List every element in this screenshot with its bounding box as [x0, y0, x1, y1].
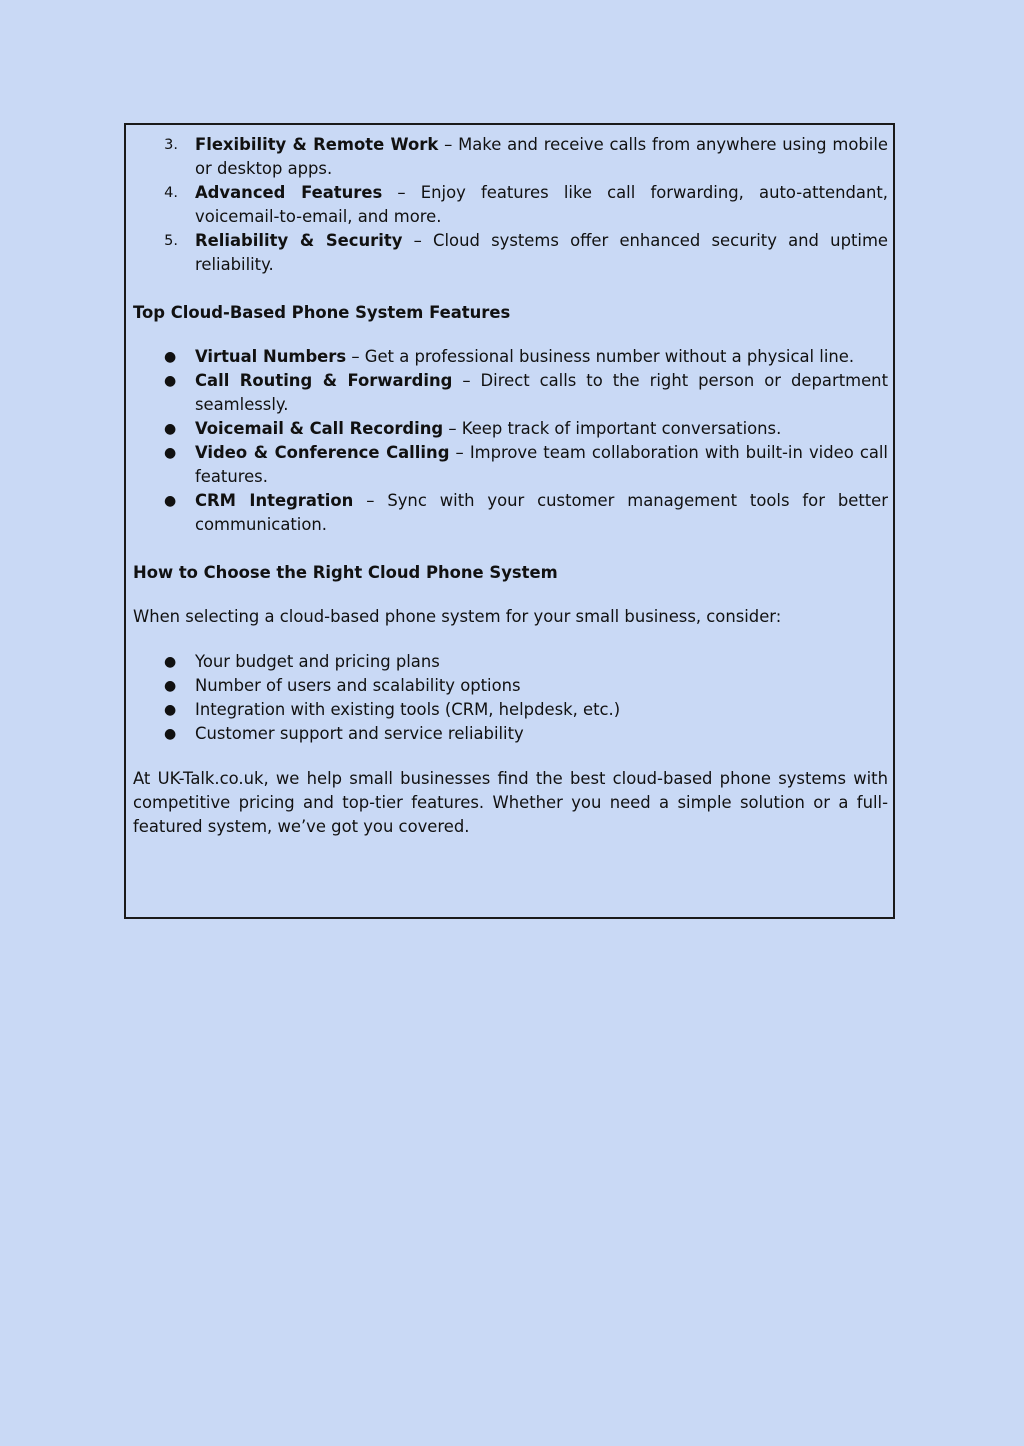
list-item-title: Advanced Features: [195, 183, 383, 202]
list-number: 3.: [164, 137, 178, 153]
list-number: 4.: [164, 185, 178, 201]
features-bullet-list: [133, 345, 888, 537]
bullet-icon: ●: [164, 654, 177, 670]
bullet-icon: ●: [164, 726, 177, 742]
bullet-icon: ●: [164, 702, 177, 718]
bullet-icon: ●: [164, 493, 177, 509]
list-item: [133, 345, 888, 369]
list-item-text: Your budget and pricing plans: [195, 652, 440, 671]
list-item-title: Video & Conference Calling: [195, 443, 450, 462]
list-item-title: Flexibility & Remote Work: [195, 135, 439, 154]
choose-intro: When selecting a cloud-based phone system for your small business, consider:: [133, 607, 782, 626]
list-item: [133, 674, 888, 698]
list-item-text: Customer support and service reliability: [195, 724, 524, 743]
bullet-icon: ●: [164, 373, 177, 389]
list-item: [133, 722, 888, 746]
list-item-text: Number of users and scalability options: [195, 676, 521, 695]
list-item-text: – Cloud systems offer enhanced security and uptime reliability.: [195, 231, 888, 274]
list-item: [133, 489, 888, 537]
list-item: [133, 650, 888, 674]
list-item-title: Voicemail & Call Recording: [195, 419, 444, 438]
closing-paragraph: At UK-Talk.co.uk, we help small businesses find the best cloud-based phone systems with competitive pricing and top-tier features. Whether you need a simple solution or a full-featured system, we’ve got you covered.: [133, 769, 888, 836]
list-item: [133, 181, 888, 229]
list-item: [133, 133, 888, 181]
list-item-text: – Sync with your customer management tools for better communication.: [195, 491, 888, 534]
list-item: [133, 229, 888, 277]
list-item-text: – Make and receive calls from anywhere using mobile or desktop apps.: [195, 135, 888, 178]
bullet-icon: ●: [164, 349, 177, 365]
benefits-numbered-list: [133, 133, 888, 277]
list-item-text: – Enjoy features like call forwarding, auto-attendant, voicemail-to-email, and more.: [195, 183, 888, 226]
document-content: [133, 133, 888, 839]
list-item-title: Reliability & Security: [195, 231, 403, 250]
list-item: [133, 698, 888, 722]
bullet-icon: ●: [164, 445, 177, 461]
list-item-text: Integration with existing tools (CRM, helpdesk, etc.): [195, 700, 621, 719]
list-item-text: – Improve team collaboration with built-in video call features.: [195, 443, 888, 486]
list-item-text: – Keep track of important conversations.: [443, 419, 782, 438]
list-item: [133, 417, 888, 441]
list-item: [133, 369, 888, 417]
list-item: [133, 441, 888, 489]
list-item-title: Virtual Numbers: [195, 347, 347, 366]
bullet-icon: ●: [164, 678, 177, 694]
features-heading: Top Cloud-Based Phone System Features: [133, 303, 511, 322]
bullet-icon: ●: [164, 421, 177, 437]
list-number: 5.: [164, 233, 178, 249]
list-item-title: CRM Integration: [195, 491, 354, 510]
choose-heading: How to Choose the Right Cloud Phone System: [133, 563, 558, 582]
list-item-text: – Get a professional business number without a physical line.: [346, 347, 855, 366]
considerations-bullet-list: [133, 650, 888, 746]
list-item-title: Call Routing & Forwarding: [195, 371, 453, 390]
list-item-text: – Direct calls to the right person or department seamlessly.: [195, 371, 888, 414]
